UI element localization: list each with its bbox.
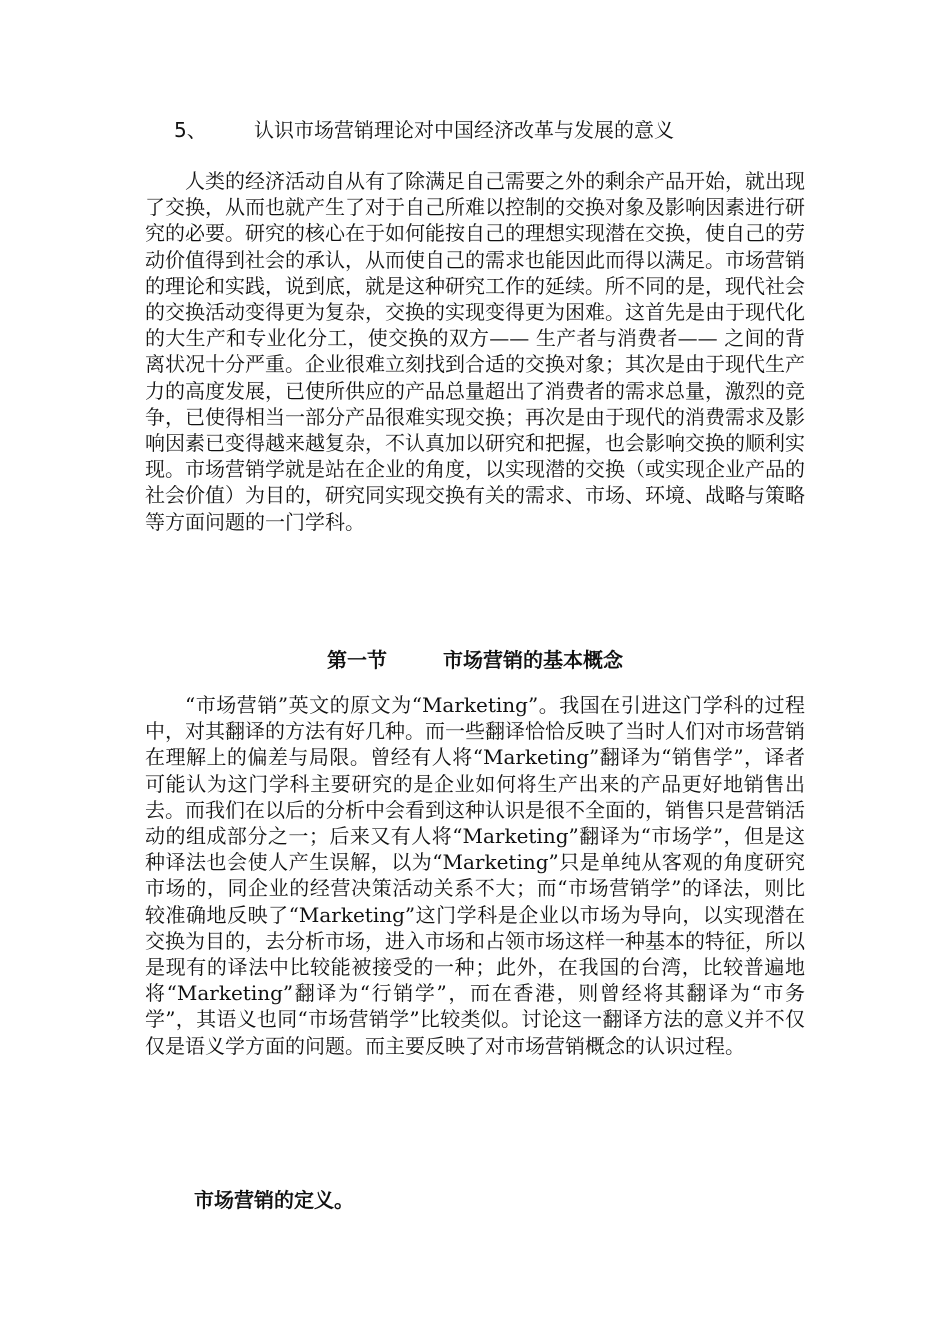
numbered-heading	[174, 116, 674, 144]
section-heading	[0, 646, 950, 674]
heading-number: 5、	[174, 118, 207, 142]
body-paragraph-2: “市场营销”英文的原文为“Marketing”。我国在引进这门学科的过程中，对其翻译的方法有好几种。而一些翻译恰恰反映了当时人们对市场营销在理解上的偏差与局限。曾经有人将“Marketing”翻译为“销售学”，译者可能认为这门学科主要研究的是企业如何将生产出来的产品更好地销售出去。而我们在以后的分析中会看到这种认识是很不全面的，销售只是营销活动的组成部分之一；后来又有人将“Marketing”翻译为“市场学”，但是这种译法也会使人产生误解，以为“Marketing”只是单纯从客观的角度研究市场的，同企业的经营决策活动关系不大；而“市场营销学”的译法，则比较准确地反映了“Marketing”这门学科是企业以市场为导向，以实现潜在交换为目的，去分析市场，进入市场和占领市场这样一种基本的特征，所以是现有的译法中比较能被接受的一种；此外，在我国的台湾，比较普遍地将“Marketing”翻译为“行销学”，而在香港，则曾经将其翻译为“市务学”，其语义也同“市场营销学”比较类似。讨论这一翻译方法的意义并不仅仅是语义学方面的问题。而主要反映了对市场营销概念的认识过程。	[145, 693, 805, 1058]
sub-heading: 市场营销的定义。	[194, 1188, 354, 1212]
heading-title: 认识市场营销理论对中国经济改革与发展的意义	[254, 118, 674, 142]
body-paragraph-1: 人类的经济活动自从有了除满足自己需要之外的剩余产品开始，就出现了交换，从而也就产生了对于自己所难以控制的交换对象及影响因素进行研究的必要。研究的核心在于如何能按自己的理想实现潜在交换，使自己的劳动价值得到社会的承认，从而使自己的需求也能因此而得以满足。市场营销的理论和实践，说到底，就是这种研究工作的延续。所不同的是，现代社会的交换活动变得更为复杂，交换的实现变得更为困难。这首先是由于现代化的大生产和专业化分工，使交换的双方—— 生产者与消费者—— 之间的背离状况十分严重。企业很难立刻找到合适的交换对象；其次是由于现代生产力的高度发展，已使所供应的产品总量超出了消费者的需求总量，激烈的竞争，已使得相当一部分产品很难实现交换；再次是由于现代的消费需求及影响因素已变得越来越复杂，不认真加以研究和把握，也会影响交换的顺利实现。市场营销学就是站在企业的角度，以实现潜的交换（或实现企业产品的社会价值）为目的，研究同实现交换有关的需求、市场、环境、战略与策略等方面问题的一门学科。	[145, 169, 805, 534]
section-title-text: 市场营销的基本概念	[443, 648, 623, 672]
section-label: 第一节	[327, 648, 387, 672]
